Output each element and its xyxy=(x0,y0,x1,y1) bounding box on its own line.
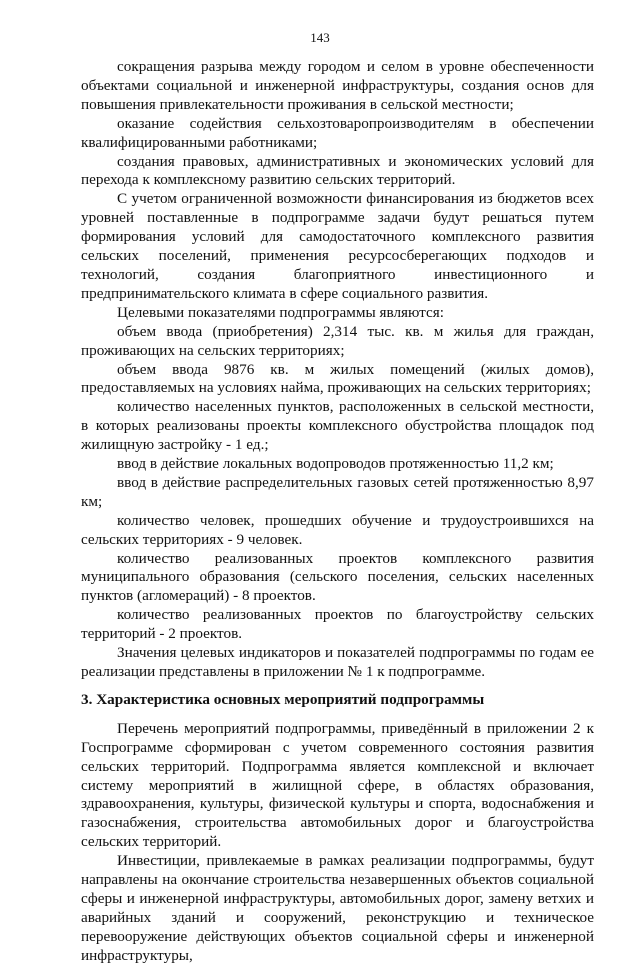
section-heading: 3. Характеристика основных мероприятий подпрограммы xyxy=(81,690,485,708)
paragraph: оказание содействия сельхозтоваропроизводителям в обеспечении квалифицированными работниками; xyxy=(81,114,594,151)
paragraph: создания правовых, административных и экономических условий для перехода к комплексному развитию сельских территорий. xyxy=(81,152,594,189)
list-item: количество реализованных проектов комплексного развития муниципального образования (сельского поселения, сельских населенных пунктов (агломераций) - 8 проектов. xyxy=(81,549,594,605)
paragraph: Значения целевых индикаторов и показателей подпрограммы по годам ее реализации представлены в приложении № 1 к подпрограмме. xyxy=(81,644,594,680)
paragraph: сокращения разрыва между городом и селом в уровне обеспеченности объектами социальной и инженерной инфраструктуры, создания основ для повышения привлекательности проживания в сельской местности; xyxy=(81,58,594,113)
paragraph: Перечень мероприятий подпрограммы, приведённый в приложении 2 к Госпрограмме сформирован с учетом современного состояния развития сельских территорий. Подпрограмма является комплексной и включает систему мероприятий в жилищной сфере, в областях образования, здравоохранения, культуры, физической культуры и спорта, водоснабжения и газоснабжения, строительства автомобильных дорог и благоустройства сельских территорий. xyxy=(81,719,594,851)
paragraph: С учетом ограниченной возможности финансирования из бюджетов всех уровней поставленные в подпрограмме задачи будут решаться путем формирования условий для самодостаточного комплексного развития сельских поселений, применения ресурсосберегающих подходов и технологий, создания благоприятного инвестиционного и предпринимательского климата в сфере социального развития. xyxy=(81,190,594,302)
list-item: количество населенных пунктов, расположенных в сельской местности, в которых реализованы проекты комплексного обустройства площадок под жилищную застройку - 1 ед.; xyxy=(81,398,594,454)
list-item: ввод в действие локальных водопроводов протяженностью 11,2 км; xyxy=(117,455,554,473)
list-item: количество человек, прошедших обучение и трудоустроившихся на сельских территориях - 9 человек. xyxy=(81,511,594,548)
list-item: ввод в действие распределительных газовых сетей протяженностью 8,97 км; xyxy=(81,473,594,510)
list-item: объем ввода (приобретения) 2,314 тыс. кв. м жилья для граждан, проживающих на сельских территориях; xyxy=(81,322,594,359)
document-body xyxy=(81,58,594,966)
paragraph: Целевыми показателями подпрограммы являются: xyxy=(117,303,444,321)
page-number: 143 xyxy=(310,30,330,45)
list-item: объем ввода 9876 кв. м жилых помещений (жилых домов), предоставляемых на условиях найма, проживающих на сельских территориях; xyxy=(81,360,594,397)
list-item: количество реализованных проектов по благоустройству сельских территорий - 2 проектов. xyxy=(81,606,594,643)
paragraph: Инвестиции, привлекаемые в рамках реализации подпрограммы, будут направлены на окончание строительства незавершенных объектов социальной сферы и инженерной инфраструктуры, автомобильных дорог, замену ветхих и аварийных зданий и сооружений, реконструкцию и техническое перевооружение действующих объектов социальной сферы и инженерной инфраструктуры, xyxy=(81,852,594,964)
